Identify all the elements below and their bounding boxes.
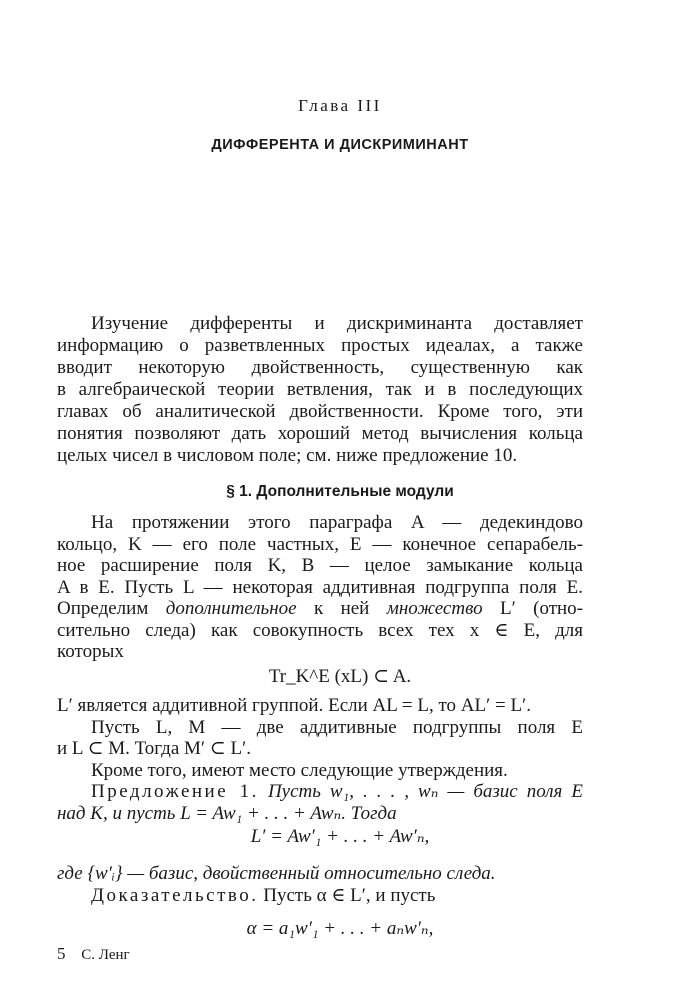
proposition-text: где {w′ᵢ} — базис, двойственный относительно следа. <box>57 863 496 884</box>
proposition-text: Пусть w₁, . . . , wₙ — базис поля E <box>258 781 583 802</box>
intro-line: в алгебраической теории ветвления, так и в последующих <box>57 379 583 400</box>
proposition-text: над K, и пусть L = Aw₁ + . . . + Awₙ. Тогда <box>57 802 397 824</box>
body-line: и L ⊂ M. Тогда M′ ⊂ L′. <box>57 738 251 759</box>
intro-line: понятия позволяют дать хороший метод вычисления кольца <box>57 423 583 444</box>
body-text: к ней <box>296 598 387 619</box>
intro-paragraph <box>57 313 583 467</box>
emphasis-term: дополнительное <box>165 598 297 619</box>
body-line: На протяжении этого параграфа A — дедекиндово <box>91 512 583 533</box>
intro-line: Изучение дифференты и дискриминанта доставляет <box>91 313 583 334</box>
formula-trace: Tr_K^E (xL) ⊂ A. <box>268 666 412 687</box>
body-line: L′ является аддитивной группой. Если AL = L, то AL′ = L′. <box>57 695 531 716</box>
body-line: Пусть L, M — две аддитивные подгруппы поля E <box>91 716 583 738</box>
chapter-title: ДИФФЕРЕНТА И ДИСКРИМИНАНТ <box>211 137 469 153</box>
emphasis-term: множество <box>386 598 483 619</box>
intro-line: главах об аналитической двойственности. Кроме того, эти <box>57 401 583 422</box>
body-line <box>57 598 583 620</box>
body-line: которых <box>57 641 124 662</box>
page-footer <box>57 944 130 964</box>
body-paragraph-3 <box>57 863 583 906</box>
proposition-line <box>57 781 583 803</box>
footer-author: С. Ленг <box>81 947 130 963</box>
intro-line: вводит некоторую двойственность, существенную как <box>57 357 583 378</box>
body-line: сительно следа) как совокупность всех тех x ∈ E, для <box>57 619 583 641</box>
intro-line: целых чисел в числовом поле; см. ниже предложение 10. <box>57 445 518 466</box>
signature-number: 5 <box>57 944 66 963</box>
proof-label: Доказательство. <box>91 884 259 906</box>
body-text: L′ (отно- <box>482 598 583 619</box>
body-line: кольцо, K — его поле частных, E — конечное сепарабель- <box>57 533 583 555</box>
intro-line: информацию о разветвленных простых идеалах, а также <box>57 335 583 356</box>
formula-dual-basis: L′ = Aw′₁ + . . . + Aw′ₙ, <box>250 826 430 847</box>
body-paragraph-2 <box>57 695 583 824</box>
body-line: A в E. Пусть L — некоторая аддитивная подгруппа поля E. <box>57 576 583 598</box>
formula-alpha: α = a₁w′₁ + . . . + aₙw′ₙ, <box>246 918 434 939</box>
body-paragraph-1 <box>57 512 583 663</box>
body-text: Определим <box>57 598 166 619</box>
chapter-label: Глава III <box>298 96 382 115</box>
body-line: Кроме того, имеют место следующие утверждения. <box>91 759 508 781</box>
proof-text: Пусть α ∈ L′, и пусть <box>258 884 436 906</box>
proposition-label: Предложение 1. <box>91 781 259 802</box>
section-heading: § 1. Дополнительные модули <box>226 483 454 500</box>
body-line: ное расширение поля K, B — целое замыкание кольца <box>57 555 583 576</box>
proof-line <box>57 885 583 907</box>
